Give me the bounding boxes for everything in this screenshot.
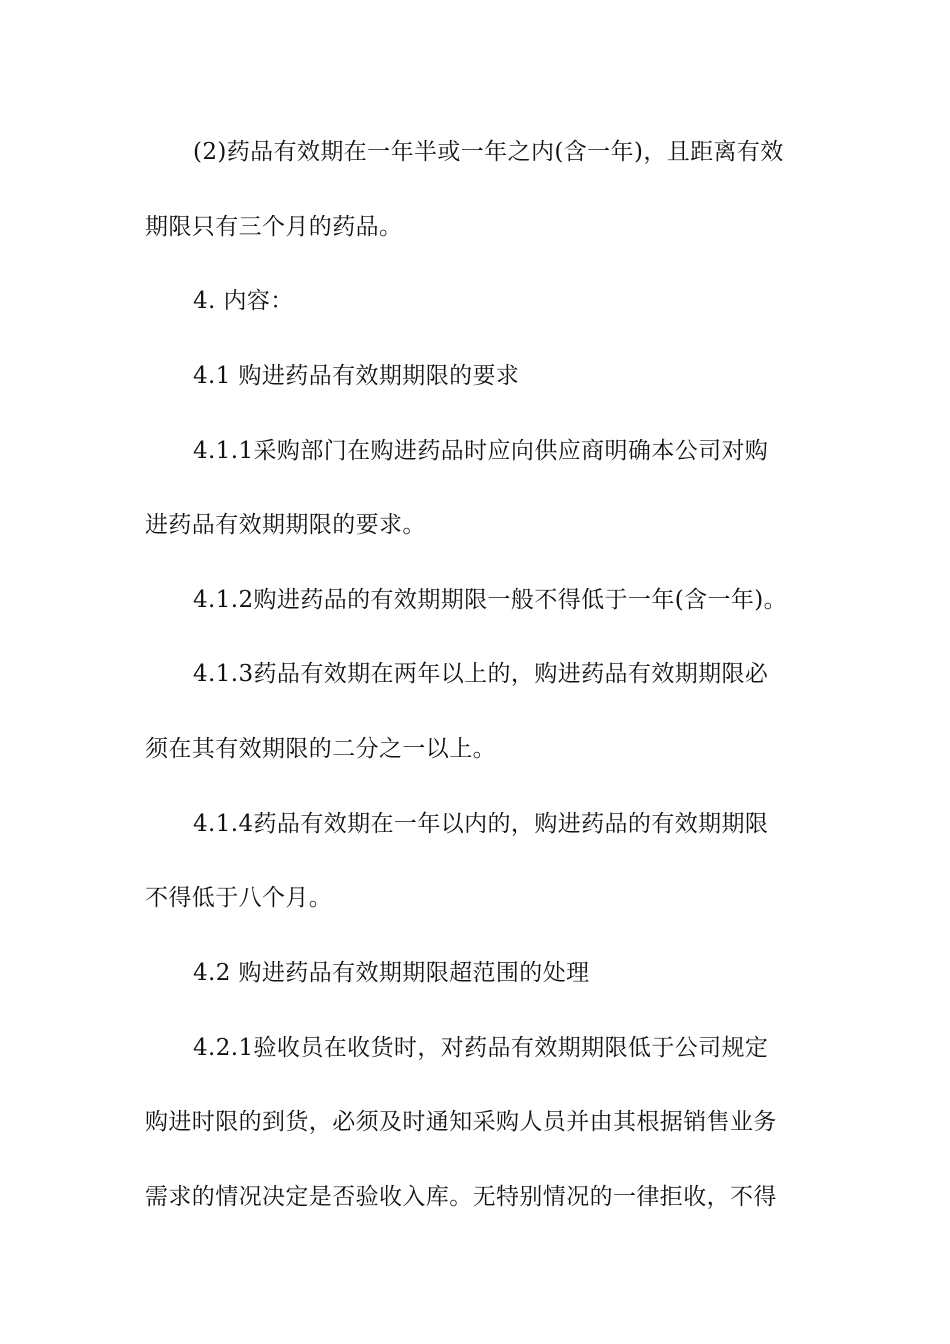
paragraph-line: 不得低于八个月。: [145, 885, 333, 911]
paragraph-line: 进药品有效期期限的要求。: [145, 512, 426, 538]
paragraph-line: (2)药品有效期在一年半或一年之内(含一年)，且距离有效: [193, 139, 784, 165]
subsection-heading: 4.2 购进药品有效期期限超范围的处理: [193, 960, 590, 986]
section-heading: 4. 内容：: [193, 288, 294, 314]
paragraph-line: 4.1.3药品有效期在两年以上的，购进药品有效期期限必: [193, 661, 769, 687]
subsection-heading: 4.1 购进药品有效期期限的要求: [193, 363, 520, 389]
paragraph-line: 须在其有效期限的二分之一以上。: [145, 736, 496, 762]
paragraph-line: 期限只有三个月的药品。: [145, 214, 403, 240]
paragraph-line: 4.1.2购进药品的有效期期限一般不得低于一年(含一年)。: [193, 587, 788, 613]
paragraph-line: 需求的情况决定是否验收入库。无特别情况的一律拒收，不得: [145, 1184, 777, 1210]
paragraph-line: 4.1.1采购部门在购进药品时应向供应商明确本公司对购: [193, 438, 769, 464]
paragraph-line: 购进时限的到货，必须及时通知采购人员并由其根据销售业务: [145, 1109, 777, 1135]
paragraph-line: 4.1.4药品有效期在一年以内的，购进药品的有效期期限: [193, 811, 769, 837]
paragraph-line: 4.2.1验收员在收货时，对药品有效期期限低于公司规定: [193, 1035, 769, 1061]
